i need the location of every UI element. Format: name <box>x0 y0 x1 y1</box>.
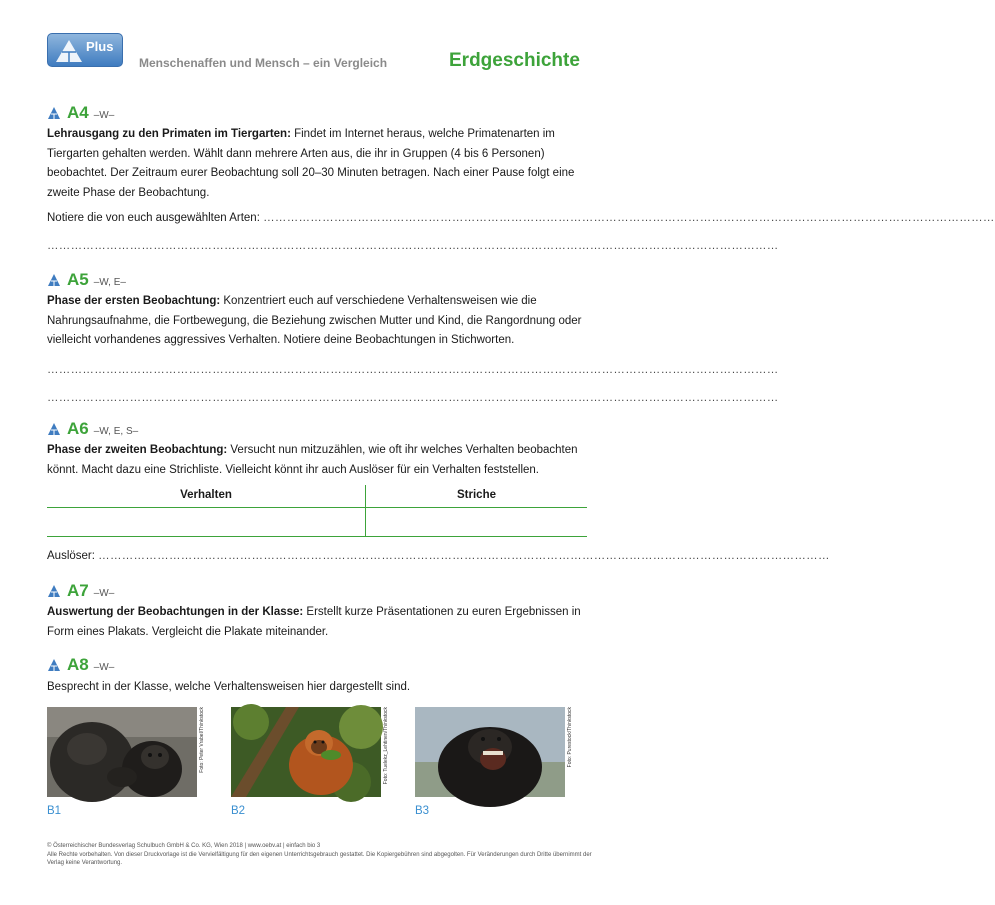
task-a5-text <box>47 292 592 351</box>
task-a7-text <box>47 603 592 642</box>
table-divider <box>47 507 587 508</box>
task-a5-body: Konzentriert euch auf verschiedene Verhaltensweisen wie die Nahrungsaufnahme, die Fortbewegung, die Beziehung zwischen Mutter und Kind, die Rangordnung oder vielleicht vorhandenes aggressives Verhalten. Notiere deine Beobachtungen in Stichworten. <box>47 295 582 346</box>
gorilla-photo <box>47 707 197 797</box>
task-a6-heading <box>47 419 138 439</box>
plus-logo <box>47 33 123 67</box>
copyright-footer <box>47 842 592 868</box>
pyramid-icon <box>47 658 61 672</box>
photo-caption: B1 <box>47 805 62 817</box>
task-level: –W, E– <box>93 277 126 288</box>
logo-text: Plus <box>86 39 114 54</box>
answer-line[interactable] <box>47 548 830 564</box>
page-subtitle: Menschenaffen und Mensch – ein Vergleich <box>139 56 388 70</box>
task-level: –W– <box>93 662 115 673</box>
chimpanzee-photo <box>415 707 565 797</box>
pyramid-icon <box>47 273 61 287</box>
photo-credit: Foto: Purestock/Thinkstock <box>567 707 573 768</box>
task-a7-heading <box>47 581 114 601</box>
task-a7-bold: Auswertung der Beobachtungen in der Klasse: <box>47 606 304 618</box>
task-a6-bold: Phase der zweiten Beobachtung: <box>47 444 228 456</box>
pyramid-icon <box>47 584 61 598</box>
task-number: A4 <box>67 103 89 122</box>
task-level: –W– <box>93 588 115 599</box>
photo-caption: B3 <box>415 805 430 817</box>
dot-fill: …………………………………………………………………………………………………………………………………………………………………… <box>47 240 779 252</box>
task-number: A6 <box>67 419 89 438</box>
dot-fill: …………………………………………………………………………………………………………………………………………………………………… <box>98 550 830 562</box>
pyramid-icon <box>47 106 61 120</box>
answer-line[interactable] <box>47 210 995 226</box>
table-header-tally: Striche <box>457 489 496 501</box>
task-a4-bold: Lehrausgang zu den Primaten im Tiergarten: <box>47 128 291 140</box>
dot-fill: …………………………………………………………………………………………………………………………………………………………………… <box>263 212 995 224</box>
answer-prompt: Notiere die von euch ausgewählten Arten: <box>47 212 260 224</box>
orangutan-photo <box>231 707 381 797</box>
photo-caption: B2 <box>231 805 246 817</box>
photo-credit: Foto: Tuelekz_Lehtinen/Thinkstock <box>383 707 389 785</box>
answer-prompt: Auslöser: <box>47 550 95 562</box>
task-a8-heading <box>47 655 114 675</box>
dot-fill: …………………………………………………………………………………………………………………………………………………………………… <box>47 392 779 404</box>
answer-line[interactable] <box>47 238 779 254</box>
table-divider <box>47 536 587 537</box>
task-a6-body: Versucht nun mitzuzählen, wie oft ihr welches Verhalten beobachten könnt. Macht dazu eine Strichliste. Vielleicht könnt ihr auch Auslöser für ein Verhalten feststellen. <box>47 444 578 476</box>
task-a8-text: Besprecht in der Klasse, welche Verhaltensweisen hier dargestellt sind. <box>47 681 411 693</box>
task-a5-bold: Phase der ersten Beobachtung: <box>47 295 221 307</box>
dot-fill: …………………………………………………………………………………………………………………………………………………………………… <box>47 364 779 376</box>
answer-line[interactable] <box>47 390 779 406</box>
task-a4-text <box>47 125 592 203</box>
task-number: A7 <box>67 581 89 600</box>
table-header-behavior: Verhalten <box>180 489 232 501</box>
tally-table <box>47 485 587 537</box>
photo-credit: Foto: Peter Vrabel/Thinkstock <box>199 707 205 773</box>
task-number: A5 <box>67 270 89 289</box>
task-a4-heading <box>47 103 114 123</box>
pyramid-icon <box>47 422 61 436</box>
task-a4-body: Findet im Internet heraus, welche Primatenarten im Tiergarten gehalten werden. Wählt dann mehrere Arten aus, die ihr in Gruppen (4 bis 6 Personen) beobachtet. Der Zeitraum eurer Beobachtung soll 20–30 Minuten betragen. Nach einer Pause folgt eine zweite Phase der Beobachtung. <box>47 128 575 199</box>
footer-line: Alle Rechte vorbehalten. Von dieser Druckvorlage ist die Vervielfältigung für den eigenen Unterrichtsgebrauch gestattet. Die Kopiergebühren sind abgegolten. Für Veränderungen durch Dritte übernimmt der Verlag keine Verantwortung. <box>47 851 592 866</box>
task-a6-text <box>47 441 592 480</box>
task-a5-heading <box>47 270 126 290</box>
footer-line: © Österreichischer Bundesverlag Schulbuch GmbH & Co. KG, Wien 2018 | www.oebv.at | einfach bio 3 <box>47 843 321 849</box>
pyramid-icon <box>54 38 84 64</box>
table-column-divider <box>365 485 366 537</box>
task-number: A8 <box>67 655 89 674</box>
task-level: –W– <box>93 110 115 121</box>
task-a7-body: Erstellt kurze Präsentationen zu euren Ergebnissen in Form eines Plakats. Vergleicht die Plakate miteinander. <box>47 606 581 638</box>
task-level: –W, E, S– <box>93 426 139 437</box>
answer-line[interactable] <box>47 362 779 378</box>
chapter-title: Erdgeschichte <box>449 50 580 71</box>
